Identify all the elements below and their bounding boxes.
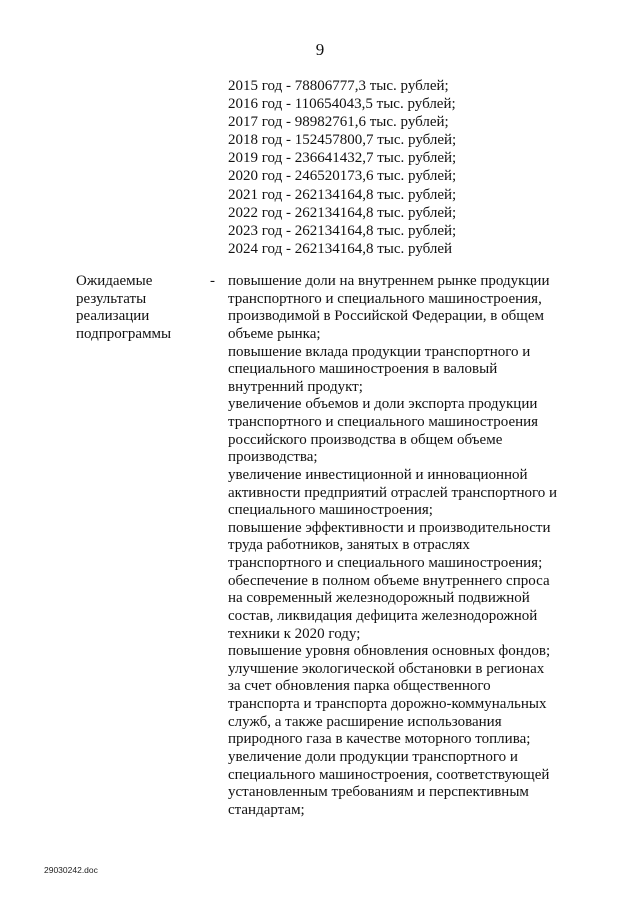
funding-line: 2018 год - 152457800,7 тыс. рублей; <box>228 132 457 149</box>
result-line: активности предприятий отраслей транспортного и <box>228 484 558 501</box>
funding-line: 2021 год - 262134164,8 тыс. рублей; <box>228 186 457 203</box>
result-line: служб, а также расширение использования <box>228 713 502 730</box>
result-line: природного газа в качестве моторного топлива; <box>228 731 531 748</box>
funding-line: 2017 год - 98982761,6 тыс. рублей; <box>228 114 449 131</box>
result-line: на современный железнодорожный подвижной <box>228 590 530 607</box>
result-line: стандартам; <box>228 801 305 818</box>
result-line: обеспечение в полном объеме внутреннего спроса <box>228 572 550 589</box>
result-line: увеличение объемов и доли экспорта продукции <box>228 396 538 413</box>
funding-line: 2022 год - 262134164,8 тыс. рублей; <box>228 204 457 221</box>
result-line: транспортного и специального машиностроения, <box>228 290 542 307</box>
result-line: повышение доли на внутреннем рынке продукции <box>228 273 550 289</box>
result-line: увеличение доли продукции транспортного и <box>228 748 518 765</box>
result-line: внутренний продукт; <box>228 378 363 395</box>
funding-line: 2019 год - 236641432,7 тыс. рублей; <box>228 150 457 167</box>
section-label-line: Ожидаемые <box>76 273 153 289</box>
result-line: установленным требованиям и перспективным <box>228 784 529 801</box>
result-line: специального машиностроения в валовый <box>228 361 498 378</box>
section-label-expected-results <box>76 273 206 343</box>
result-line: специального машиностроения; <box>228 502 433 519</box>
result-line: транспортного и специального машиностроения; <box>228 555 543 571</box>
result-line: за счет обновления парка общественного <box>228 678 491 695</box>
funding-by-year-list <box>228 77 608 258</box>
document-code: 29030242.doc <box>44 865 98 875</box>
funding-line: 2016 год - 110654043,5 тыс. рублей; <box>228 96 456 113</box>
result-line: транспорта и транспорта дорожно-коммунальных <box>228 696 547 712</box>
result-line: объеме рынка; <box>228 325 321 342</box>
page-number: 9 <box>315 40 325 59</box>
result-line: повышение вклада продукции транспортного и <box>228 343 531 360</box>
section-label-line: реализации <box>76 308 150 324</box>
result-line: увеличение инвестиционной и инновационной <box>228 466 528 483</box>
funding-line: 2024 год - 262134164,8 тыс. рублей <box>228 240 453 257</box>
section-dash: - <box>210 273 215 289</box>
result-line: транспортного и специального машиностроения <box>228 414 539 430</box>
section-label-line: подпрограммы <box>76 325 172 342</box>
result-line: производства; <box>228 449 318 466</box>
result-line: повышение уровня обновления основных фондов; <box>228 643 551 660</box>
section-label-line: результаты <box>76 290 147 307</box>
expected-results-list <box>228 273 573 819</box>
result-line: труда работников, занятых в отраслях <box>228 537 470 554</box>
funding-line: 2015 год - 78806777,3 тыс. рублей; <box>228 78 449 94</box>
result-line: российского производства в общем объеме <box>228 431 503 448</box>
result-line: повышение эффективности и производительности <box>228 519 551 536</box>
result-line: техники к 2020 году; <box>228 625 361 642</box>
funding-line: 2023 год - 262134164,8 тыс. рублей; <box>228 222 457 239</box>
result-line: улучшение экологической обстановки в регионах <box>228 660 545 677</box>
funding-line: 2020 год - 246520173,6 тыс. рублей; <box>228 168 457 185</box>
result-line: производимой в Российской Федерации, в общем <box>228 308 544 325</box>
result-line: состав, ликвидация дефицита железнодорожной <box>228 607 538 624</box>
result-line: специального машиностроения, соответствующей <box>228 766 550 783</box>
